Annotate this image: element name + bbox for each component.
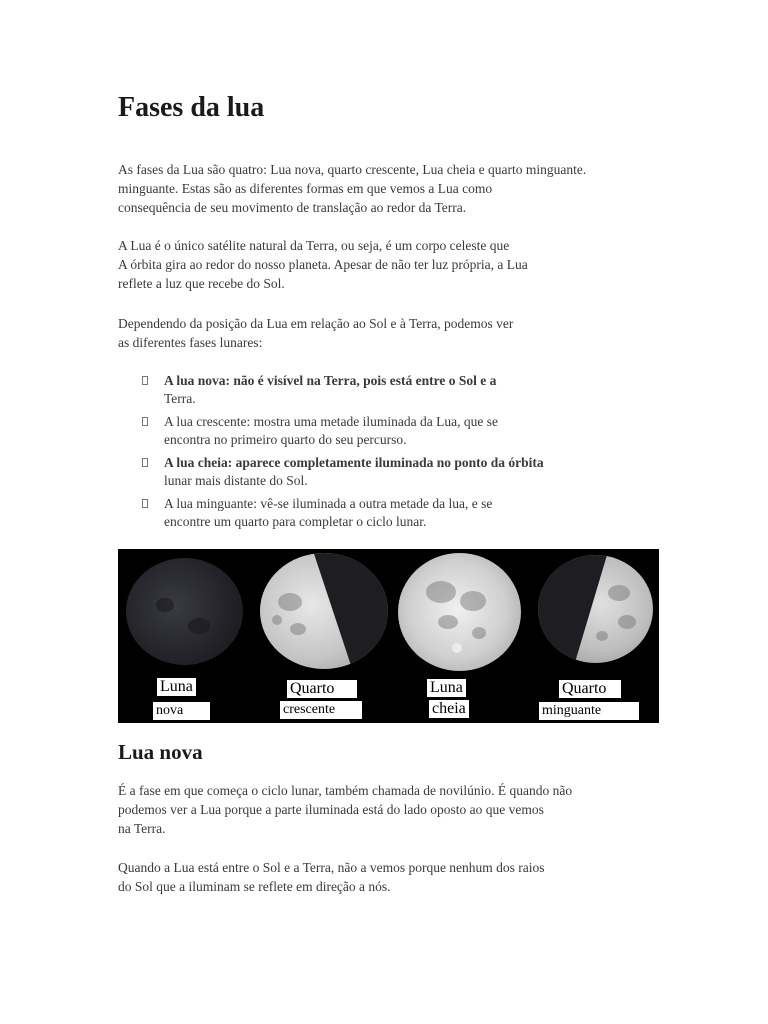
label-waning-2: minguante [539, 702, 639, 720]
text-line: encontre um quarto para completar o ciclo lunar. [164, 514, 427, 529]
text-line: A órbita gira ao redor do nosso planeta. Apesar de não ter luz própria, a Lua [118, 257, 528, 272]
text-line: A Lua é o único satélite natural da Terra, ou seja, é um corpo celeste que [118, 238, 510, 253]
list-item [118, 413, 678, 449]
new-moon-image [126, 558, 243, 665]
crescent-moon-image [260, 553, 388, 669]
label-new-2: nova [153, 702, 210, 720]
new-moon-paragraph [118, 781, 572, 838]
text-line: Dependendo da posição da Lua em relação ao Sol e à Terra, podemos ver [118, 316, 514, 331]
section-title: Lua nova [118, 740, 203, 764]
text-line: encontra no primeiro quarto do seu percurso. [164, 432, 407, 447]
moon-phases-image [118, 549, 659, 723]
waning-moon-image [538, 555, 653, 663]
intro-paragraph [118, 160, 586, 217]
new-moon-paragraph-2 [118, 858, 545, 896]
text-line: Quando a Lua está entre o Sol e a Terra, não a vemos porque nenhum dos raios [118, 860, 545, 875]
page-title: Fases da lua [118, 92, 265, 123]
text-line: reflete a luz que recebe do Sol. [118, 276, 285, 291]
text-line: Terra. [164, 391, 196, 406]
satellite-paragraph [118, 236, 528, 293]
text-line: as diferentes fases lunares: [118, 335, 263, 350]
full-moon-image [398, 553, 521, 671]
label-crescent-2: crescente [280, 701, 362, 719]
list-item [118, 495, 678, 531]
label-crescent-1: Quarto [287, 680, 357, 698]
text-line: A lua nova: não é visível na Terra, pois está entre o Sol e a [164, 373, 497, 388]
bullet-icon [142, 417, 148, 426]
text-line: na Terra. [118, 821, 166, 836]
text-line: A lua minguante: vê-se iluminada a outra metade da lua, e se [164, 496, 493, 511]
label-full-1: Luna [427, 679, 466, 697]
bullet-icon [142, 458, 148, 467]
bullet-icon [142, 499, 148, 508]
text-line: do Sol que a iluminam se reflete em direção a nós. [118, 879, 391, 894]
list-item [118, 454, 678, 490]
text-line: consequência de seu movimento de translação ao redor da Terra. [118, 200, 467, 215]
text-line: As fases da Lua são quatro: Lua nova, quarto crescente, Lua cheia e quarto minguante. [118, 162, 587, 177]
text-line: minguante. Estas são as diferentes formas em que vemos a Lua como [118, 181, 493, 196]
bullet-icon [142, 376, 148, 385]
text-line: A lua cheia: aparece completamente iluminada no ponto da órbita [164, 455, 544, 470]
text-line: A lua crescente: mostra uma metade iluminada da Lua, que se [164, 414, 498, 429]
text-line: É a fase em que começa o ciclo lunar, também chamada de novilúnio. É quando não [118, 783, 573, 798]
list-item [118, 372, 678, 408]
position-paragraph [118, 314, 513, 352]
text-line: lunar mais distante do Sol. [164, 473, 308, 488]
text-line: podemos ver a Lua porque a parte iluminada está do lado oposto ao que vemos [118, 802, 544, 817]
phases-list [118, 372, 678, 536]
label-new-1: Luna [157, 678, 196, 696]
label-waning-1: Quarto [559, 680, 621, 698]
label-full-2: cheia [429, 700, 469, 718]
